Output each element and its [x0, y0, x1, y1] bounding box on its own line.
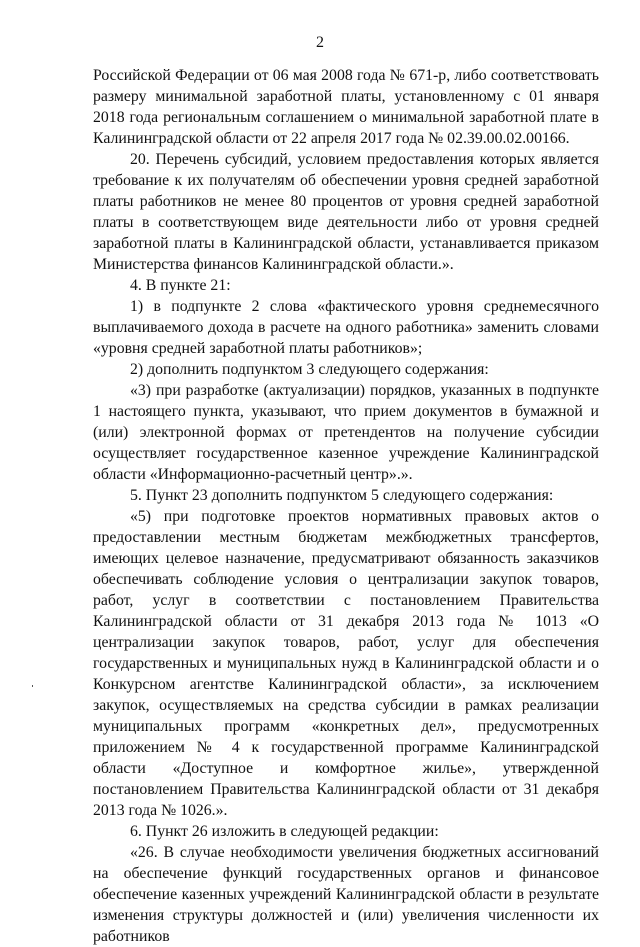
paragraph-point-5-sub-5: «5) при подготовке проектов нормативных правовых актов о предоставлении местным бюджетам межбюджетных трансфертов, имеющих целевое назначение, предусматривают обязанность заказчиков обеспечивать соблюдение условия о централизации закупок товаров, работ, услуг в соответствии с постановлением Правительства Калининградской области от 31 декабря 2013 года № 1013 «О централизации закупок товаров, работ, услуг для обеспечения государственных и муниципальных нужд в Калининградской области и о Конкурсном агентстве Калининградской области», за исключением закупок, осуществляемых на средства субсидии в рамках реализации муниципальных программ «конкретных дел», предусмотренных приложением № 4 к государственной программе Калининградской области «Доступное и комфортное жилье», утвержденной постановлением Правительства Калининградской области от 31 декабря 2013 года № 1026.».	[93, 508, 599, 819]
paragraph-item-20: 20. Перечень субсидий, условием предоставления которых является требование к их получателям об обеспечении уровня средней заработной платы работников не менее 80 процентов от уровня средней заработной платы в соответствующем виде деятельности либо от уровня средней заработной платы в Калининградской области, устанавливается приказом Министерства финансов Калининградской области.».	[93, 151, 599, 273]
margin-speck	[32, 685, 33, 687]
document-body	[93, 65, 599, 947]
paragraph-point-5: 5. Пункт 23 дополнить подпунктом 5 следующего содержания:	[130, 487, 554, 504]
paragraph-point-4-sub-3: «3) при разработке (актуализации) порядков, указанных в подпункте 1 настоящего пункта, указывают, что прием документов в бумажной и (или) электронной формах от претендентов на получение субсидии осуществляет государственное казенное учреждение Калининградской области «Информационно-расчетный центр».».	[93, 382, 599, 483]
paragraph-point-4-sub-1: 1) в подпункте 2 слова «фактического уровня среднемесячного выплачиваемого дохода в расчете на одного работника» заменить словами «уровня средней заработной платы работников»;	[93, 298, 599, 357]
paragraph-point-6: 6. Пункт 26 изложить в следующей редакции:	[130, 823, 439, 840]
paragraph-continuation: Российской Федерации от 06 мая 2008 года № 671-р, либо соответствовать размеру минимальной заработной платы, установленному с 01 января 2018 года региональным соглашением о минимальной заработной плате в Калининградской области от 22 апреля 2017 года № 02.39.00.02.00166.	[93, 67, 599, 147]
paragraph-point-4-sub-2: 2) дополнить подпунктом 3 следующего содержания:	[130, 361, 489, 378]
paragraph-point-4: 4. В пункте 21:	[130, 277, 231, 294]
page-number: 2	[316, 34, 324, 51]
paragraph-point-6-item-26: «26. В случае необходимости увеличения бюджетных ассигнований на обеспечение функций государственных органов и финансовое обеспечение казенных учреждений Калининградской области в результате изменения структуры должностей и (или) увеличения численности их работников	[93, 844, 599, 945]
